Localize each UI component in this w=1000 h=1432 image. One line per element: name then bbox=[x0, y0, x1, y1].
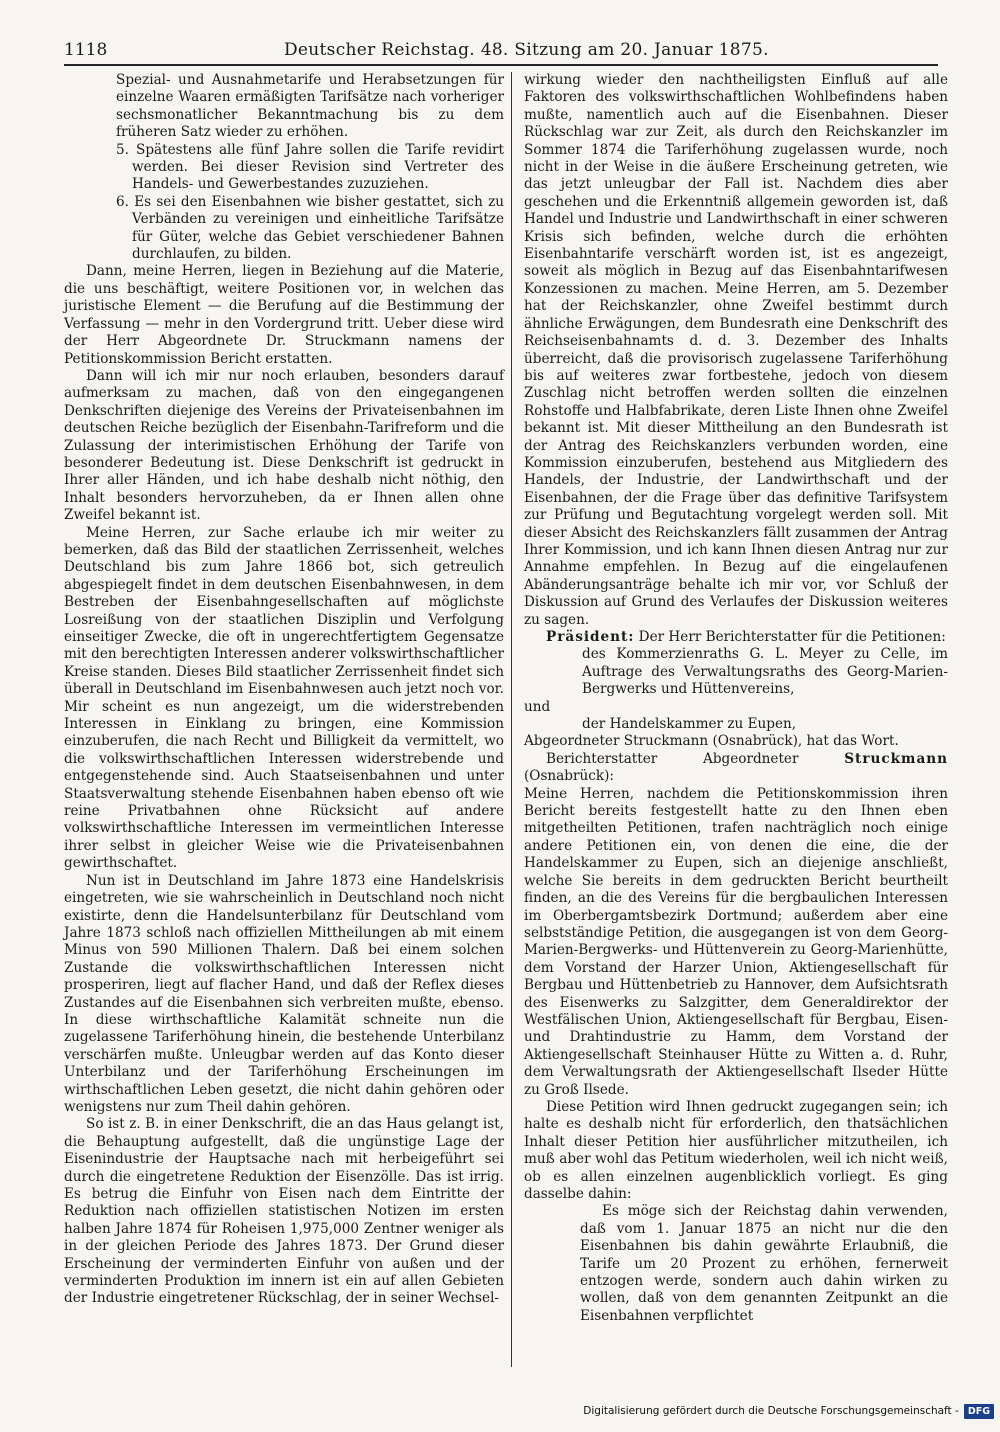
floor-statement: Abgeordneter Struckmann (Osnabrück), hat das Wort. bbox=[524, 733, 899, 750]
list-item: Spezial- und Ausnahmetarife und Herabsetzungen für einzelne Waaren ermäßigten Tarifsätze nach vorheriger sechsmonatlicher Bekanntmachung bis zu dem früheren Satz wieder zu erhöhen. bbox=[116, 72, 504, 141]
paragraph: Meine Herren, nachdem die Petitionskommission ihren Bericht bereits festgestellt hatte zu den Ihnen eben mitgetheilten Petitionen, trafen nachträglich noch einige andere Petitionen ein, von denen die eine, die der Handelskammer zu Eupen, sich an diejenige anschließt, welche Sie bereits in dem gedruckten Bericht beurtheilt finden, an die des Vereins für die bergbaulichen Interessen im Oberbergamtsbezirk Dortmund; außerdem aber eine selbstständige Petition, die ausgegangen ist von dem Georg-Marien-Bergwerks- und Hüttenverein zu Georg-Marienhütte, dem Vorstand der Harzer Union, Aktiengesellschaft für Bergbau und Hüttenbetrieb zu Hannover, dem Aufsichtsrath des Eisenwerks zu Salzgitter, dem Generaldirektor der Westfälischen Union, Aktiengesellschaft für Bergbau, Eisen- und Drahtindustrie zu Hamm, dem Vorstand der Aktiengesellschaft Steinhauser Hütte zu Witten a. d. Ruhr, dem Verwaltungsrath der Aktiengesellschaft Ilseder Hütte zu Groß Ilsede. bbox=[524, 785, 948, 1098]
speaker-text: Der Herr Berichterstatter für die Petitionen: bbox=[638, 629, 946, 645]
paragraph: wirkung wieder den nachtheiligsten Einfluß auf alle Faktoren des volkswirthschaftlichen Wohlbefindens haben mußte, namentlich auch auf die Eisenbahnen. Dieser Rückschlag war zur Zeit, als durch den Reichskanzler im Sommer 1874 die Tariferhöhung zugelassen wurde, noch nicht in der Weise in die äußere Erscheinung getreten, wie das jetzt unleugbar der Fall ist. Nachdem dies aber geschehen und die Erkenntniß allgemein geworden ist, daß Handel und Industrie und Landwirthschaft in einer schweren Krisis sich befinden, welche durch die erhöhten Eisenbahntarife verschärft worden ist, ist es angezeigt, soweit als möglich in Bezug auf das Eisenbahntarifwesen Konzessionen zu machen. Meine Herren, am 5. Dezember hat der Reichskanzler, ohne Zweifel bestimmt durch ähnliche Erwägungen, dem Bundesrath eine Denkschrift des Reichseisenbahnamts d. d. 3. Dezember des Inhalts überreicht, daß die provisorisch zugelassene Tariferhöhung bis auf weiteres zwar fortbestehe, jedoch von diesem Zuschlag nicht betroffen werden sollten die einzelnen Rohstoffe und Halbfabrikate, deren Liste Ihnen ohne Zweifel bekannt ist. Mit dieser Mittheilung an den Bundesrath ist der Antrag des Reichskanzlers verbunden worden, eine Kommission einzuberufen, bestehend aus Mitgliedern des Handels, der Industrie, der Landwirthschaft und der Eisenbahnen, der die Frage über das definitive Tarifsystem zur Prüfung und Begutachtung vorgelegt werden soll. Mit dieser Absicht des Reichskanzlers fällt zusammen der Antrag Ihrer Kommission, und ich kann Ihnen diesen Antrag nur zur Annahme empfehlen. In Bezug auf die eingelaufenen Abänderungsanträge behalte ich mir vor, vor Schluß der Diskussion auf Grund des Verlaufes der Diskussion weiteres zu sagen. bbox=[524, 72, 948, 628]
running-title: Deutscher Reichstag. 48. Sitzung am 20. Januar 1875. bbox=[284, 40, 769, 60]
list-item: 6. Es sei den Eisenbahnen wie bisher gestattet, sich zu Verbänden zu vereinigen und einheitliche Tarifsätze für Güter, welche das Gebiet verschiedener Bahnen durchlaufen, zu bilden. bbox=[116, 193, 504, 263]
list-item: 5. Spätestens alle fünf Jahre sollen die Tarife revidirt werden. Bei dieser Revision sind Vertreter des Handels- und Gewerbestandes zuzuziehen. bbox=[116, 141, 504, 193]
rapporteur-place: (Osnabrück): bbox=[524, 768, 614, 785]
dfg-logo: DFG bbox=[964, 1404, 994, 1419]
column-divider bbox=[511, 72, 512, 1367]
president-statement bbox=[524, 629, 948, 646]
header-rule bbox=[64, 64, 938, 66]
paragraph: Meine Herren, zur Sache erlaube ich mir weiter zu bemerken, daß das Bild der staatlichen Zerrissenheit, welches Deutschland bis zum Jahre 1866 bot, sich getreulich abgespiegelt findet in dem deutschen Eisenbahnwesen, in dem Bestreben der Eisenbahngesellschaften auf möglichste Losreißung von der staatlichen Disziplin und Verfolgung einseitiger Zwecke, die oft in ungerechtfertigtem Gegensatze mit den berechtigten Interessen anderer volkswirthschaftlicher Kreise standen. Dieses Bild staatlicher Zerrissenheit findet sich überall in Deutschland im Eisenbahnwesen auch jetzt noch vor. Mir scheint es nun angezeigt, um die widerstrebenden Interessen in Einklang zu bringen, eine Kommission einzuberufen, die nach Recht und Billigkeit da vermittelt, wo die volkswirthschaftlichen Interessen widerstrebende und entgegenstehende sind. Auch Staatseisenbahnen und unter Staatsverwaltung stehende Eisenbahnen haben ebenso oft wie reine Privatbahnen ohne Rücksicht auf andere volkswirthschaftliche Interessen im vermeintlichen Interesse ihrer selbst in gleicher Weise wie die Privateisenbahnen gewirthschaftet. bbox=[64, 524, 504, 872]
left-column bbox=[64, 72, 504, 1308]
page-number: 1118 bbox=[64, 40, 108, 60]
rapporteur-heading bbox=[524, 751, 948, 786]
paragraph: Nun ist in Deutschland im Jahre 1873 eine Handelskrisis eingetreten, wie sie wahrscheinlich in Deutschland noch nicht existirte, denn die Handelsunterbilanz für Deutschland vom Jahre 1873 schloß nach offiziellen Mittheilungen ab mit einem Minus von 590 Millionen Thalern. Daß bei einem solchen Zustande die volkswirthschaftlichen Interessen nicht prosperiren, liegt auf flacher Hand, und daß der Reflex dieses Zustandes auf die Eisenbahnen sich verbreiten mußte, ebenso. In diese wirthschaftliche Kalamität schneite nun die zugelassene Tariferhöhung hinein, die bestehende Unterbilanz verschärfen mußte. Unleugbar werden auf das Konto dieser Unterbilanz und der Tariferhöhung Erscheinungen im wirthschaftlichen Leben gesetzt, die nicht dahin gehören oder wenigstens nur zum Theil dahin gehören. bbox=[64, 872, 504, 1115]
petition-entry: der Handelskammer zu Eupen, bbox=[582, 716, 797, 733]
right-column bbox=[524, 72, 948, 1325]
digitization-footer bbox=[583, 1402, 994, 1420]
paragraph: So ist z. B. in einer Denkschrift, die an das Haus gelangt ist, die Behauptung aufgestellt, daß die ungünstige Lage der Eisenindustrie der Hauptsache nach mit herbeigeführt sei durch die eingetretene Reduktion der Eisenzölle. Das ist irrig. Es betrug die Einfuhr von Eisen nach dem Eintritte der Reduktion nach offiziellen statistischen Notizen im ersten halben Jahre 1874 für Roheisen 1,975,000 Zentner weniger als in der gleichen Periode des Jahres 1873. Der Grund dieser Erscheinung der verminderten Einfuhr von außen und der verminderten Produktion im innern ist ein auf allen Gebieten der Industrie eingetretener Rückschlag, der in seiner Wechsel- bbox=[64, 1116, 504, 1307]
running-header bbox=[64, 38, 936, 62]
conjunction: und bbox=[524, 698, 551, 715]
footer-text: Digitalisierung gefördert durch die Deutsche Forschungsgemeinschaft - bbox=[583, 1405, 959, 1417]
petition-entry: des Kommerzienraths G. L. Meyer zu Celle, im Auftrage des Verwaltungsraths des Georg-Marien-Bergwerks und Hüttenvereins, bbox=[582, 646, 948, 698]
paragraph: Dann will ich mir nur noch erlauben, besonders darauf aufmerksam zu machen, daß von den eingegangenen Denkschriften diejenige des Vereins der Privateisenbahnen im deutschen Reiche bezüglich der Eisenbahn-Tarifreform und die Zulassung der interimistischen Erhöhung der Tarife von besonderer Bedeutung ist. Diese Denkschrift ist gedruckt in Ihrer aller Händen, und ich habe deshalb nicht nöthig, den Inhalt besonders hervorzuheben, da er Ihnen allen ohne Zweifel bekannt ist. bbox=[64, 367, 504, 524]
rapporteur-name: Struckmann bbox=[844, 750, 949, 767]
speaker-label: Präsident: bbox=[546, 629, 635, 645]
block-quote: Es möge sich der Reichstag dahin verwenden, daß vom 1. Januar 1875 an nicht nur die den Eisenbahnen bis dahin gewährte Erlaubniß, die Tarife um 20 Prozent zu erhöhen, fernerweit entzogen werde, sondern auch dahin wirken zu wollen, daß von dem genannten Zeitpunkt an die Eisenbahnen verpflichtet bbox=[580, 1203, 948, 1324]
rapporteur-role: Berichterstatter Abgeordneter bbox=[546, 750, 799, 767]
paragraph: Dann, meine Herren, liegen in Beziehung auf die Materie, die uns beschäftigt, weitere Positionen vor, in welchen das juristische Element — die Berufung auf die Bestimmung der Verfassung — mehr in den Vordergrund tritt. Ueber diese wird der Herr Abgeordnete Dr. Struckmann namens der Petitionskommission Bericht erstatten. bbox=[64, 263, 504, 367]
paragraph: Diese Petition wird Ihnen gedruckt zugegangen sein; ich halte es deshalb nicht für erforderlich, den thatsächlichen Inhalt dieser Petition hier ausführlicher mitzutheilen, ich muß aber wohl das Petitum wiederholen, weil ich nicht weiß, ob es allen einzelnen augenblicklich vorliegt. Es ging dasselbe dahin: bbox=[524, 1098, 948, 1202]
